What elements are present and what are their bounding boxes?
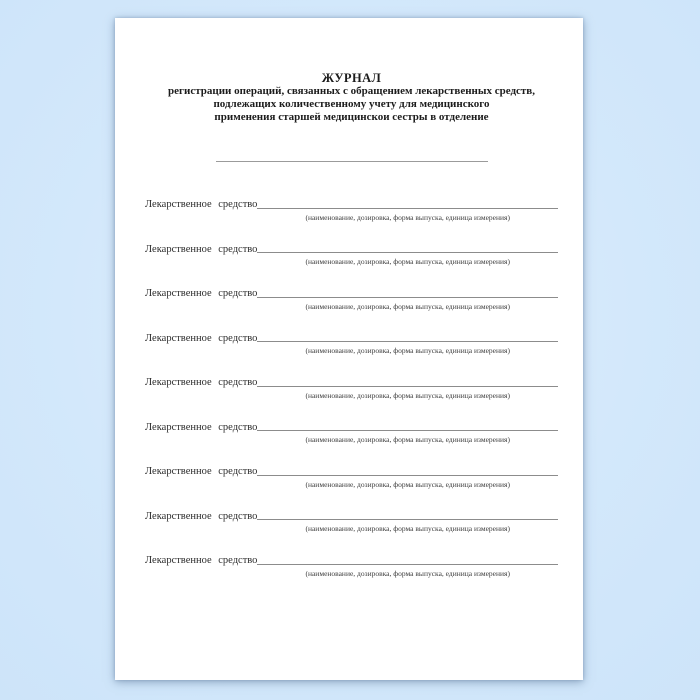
row-label: Лекарственное средство <box>145 288 258 299</box>
medicine-row <box>145 554 558 578</box>
row-caption: (наименование, дозировка, форма выпуска, единица измерения) <box>305 568 510 578</box>
medicine-row <box>145 287 558 311</box>
medicine-row <box>145 332 558 356</box>
row-label: Лекарственное средство <box>145 199 258 210</box>
row-caption: (наименование, дозировка, форма выпуска, единица измерения) <box>305 346 510 355</box>
row-label: Лекарственное средство <box>145 421 258 433</box>
row-caption: (наименование, дозировка, форма выпуска, единица измерения) <box>305 435 510 444</box>
medicine-row <box>145 465 558 489</box>
row-label: Лекарственное средство <box>145 332 258 344</box>
row-caption: (наименование, дозировка, форма выпуска, единица измерения) <box>305 301 510 311</box>
medicine-name-blank-field <box>257 287 558 298</box>
medicine-name-blank-field <box>257 198 558 209</box>
medicine-name-blank-field <box>257 465 558 476</box>
row-label: Лекарственное средство <box>145 555 258 566</box>
row-caption: (наименование, дозировка, форма выпуска, единица измерения) <box>305 212 510 222</box>
title-subtitle-line-1: регистрации операций, связанных с обращением лекарственных средств, <box>167 85 535 97</box>
medicine-row <box>145 421 558 445</box>
medicine-name-blank-field <box>257 554 558 565</box>
medicine-name-blank-field <box>257 510 558 521</box>
title-subtitle-line-2: подлежащих количественному учету для медицинского <box>213 98 490 110</box>
medicine-name-blank-field <box>257 243 558 254</box>
row-caption: (наименование, дозировка, форма выпуска, единица измерения) <box>305 524 510 533</box>
department-name-blank-line <box>216 161 488 162</box>
medicine-name-blank-field <box>257 376 558 387</box>
medicine-row <box>145 510 558 534</box>
medicine-row <box>145 243 558 267</box>
medicine-row <box>145 198 558 222</box>
row-caption: (наименование, дозировка, форма выпуска, единица измерения) <box>305 479 510 489</box>
document-page <box>115 18 583 680</box>
row-label: Лекарственное средство <box>145 377 258 388</box>
row-caption: (наименование, дозировка, форма выпуска, единица измерения) <box>305 390 510 400</box>
row-label: Лекарственное средство <box>145 466 258 477</box>
medicine-rows <box>145 198 558 578</box>
medicine-name-blank-field <box>257 332 558 343</box>
row-caption: (наименование, дозировка, форма выпуска, единица измерения) <box>305 257 510 266</box>
title-subtitle-line-3: применения старшей медицинскои сестры в отделение <box>214 111 489 123</box>
row-label: Лекарственное средство <box>145 243 258 255</box>
document-title-block <box>145 18 558 124</box>
medicine-name-blank-field <box>257 421 558 432</box>
title-journal: ЖУРНАЛ <box>321 71 382 85</box>
medicine-row <box>145 376 558 400</box>
row-label: Лекарственное средство <box>145 510 258 522</box>
